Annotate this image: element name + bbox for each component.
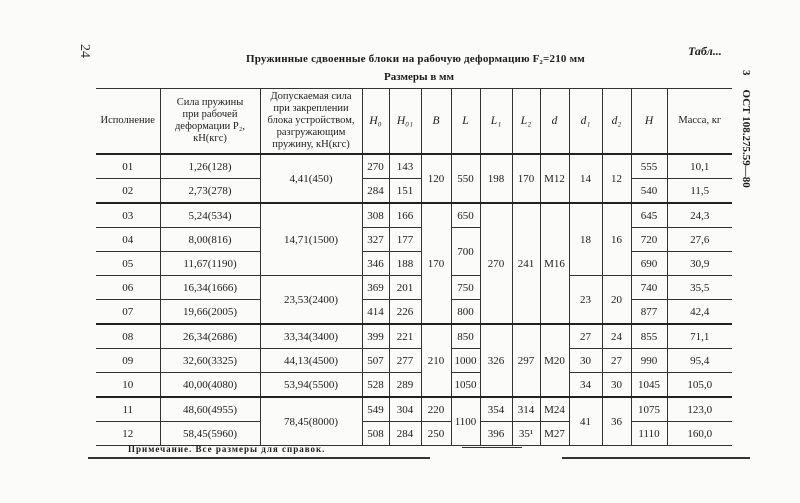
cell-L: 550: [451, 154, 480, 203]
table-label: Табл...: [688, 44, 722, 58]
cell-H: 720: [631, 228, 667, 252]
cell-H01: 177: [389, 228, 421, 252]
table-title: Пружинные сдвоенные блоки на рабочую деформацию F₂=210 мм: [246, 53, 585, 65]
cell-isp: 08: [96, 324, 160, 349]
cell-allowed: 14,71(1500): [260, 203, 362, 276]
cell-isp: 04: [96, 228, 160, 252]
cell-H: 877: [631, 300, 667, 325]
cell-H0: 369: [362, 276, 389, 300]
cell-L: 750: [451, 276, 480, 300]
table-row: [96, 300, 732, 325]
page-number: 24: [77, 44, 92, 58]
cell-H: 645: [631, 203, 667, 228]
cell-allowed: 4,41(450): [260, 154, 362, 203]
cell-allowed: 44,13(4500): [260, 349, 362, 373]
cell-isp: 07: [96, 300, 160, 325]
cell-L: 650: [451, 203, 480, 228]
document-code: [740, 70, 752, 188]
cell-d: M16: [540, 203, 569, 324]
spring-blocks-table: [96, 88, 732, 446]
cell-B: 170: [421, 203, 451, 324]
cell-d2: 16: [602, 203, 631, 276]
header-mass: Масса, кг: [667, 89, 732, 155]
header-force-line: деформации P₂,: [174, 121, 246, 132]
header-L2: L₂: [512, 89, 540, 155]
cell-mass: 30,9: [667, 252, 732, 276]
cell-H01: 226: [389, 300, 421, 325]
table-row: [96, 373, 732, 398]
cell-force: 1,26(128): [160, 154, 260, 179]
cell-H01: 201: [389, 276, 421, 300]
header-d: d: [540, 89, 569, 155]
cell-isp: 01: [96, 154, 160, 179]
cell-force: 2,73(278): [160, 179, 260, 204]
table-row: [96, 154, 732, 179]
cell-mass: 95,4: [667, 349, 732, 373]
header-allowed-line: при закреплении: [273, 103, 349, 114]
table-row: [96, 324, 732, 349]
cell-d: M12: [540, 154, 569, 203]
bottom-rule-mid: [462, 447, 522, 448]
cell-H: 990: [631, 349, 667, 373]
cell-H01: 151: [389, 179, 421, 204]
cell-L: 850: [451, 324, 480, 349]
cell-L1: 198: [480, 154, 512, 203]
cell-H0: 308: [362, 203, 389, 228]
cell-L: 800: [451, 300, 480, 325]
cell-H0: 327: [362, 228, 389, 252]
standard-code: ОСТ 108.275.59—80: [740, 89, 752, 188]
cell-d2: 24: [602, 324, 631, 349]
cell-H: 540: [631, 179, 667, 204]
cell-B: 120: [421, 154, 451, 203]
cell-mass: 11,5: [667, 179, 732, 204]
cell-d: M24: [540, 397, 569, 422]
cell-isp: 05: [96, 252, 160, 276]
table-subtitle: Размеры в мм: [384, 71, 454, 83]
cell-H0: 528: [362, 373, 389, 398]
cell-allowed: 23,53(2400): [260, 276, 362, 325]
cell-L: 1000: [451, 349, 480, 373]
header-allowed-line: Допускаемая сила: [270, 91, 352, 102]
cell-H01: 221: [389, 324, 421, 349]
header-H: H: [631, 89, 667, 155]
cell-force: 11,67(1190): [160, 252, 260, 276]
cell-d2: 12: [602, 154, 631, 203]
cell-L2: 241: [512, 203, 540, 324]
cell-d1: 30: [569, 349, 602, 373]
cell-force: 48,60(4955): [160, 397, 260, 422]
cell-d2: 27: [602, 349, 631, 373]
cell-mass: 27,6: [667, 228, 732, 252]
cell-L2: 35¹: [512, 422, 540, 446]
cell-H: 1110: [631, 422, 667, 446]
cell-d1: 34: [569, 373, 602, 398]
header-allowed-line: разгружающим: [276, 127, 346, 138]
sheet-number: 3: [740, 70, 752, 76]
cell-isp: 10: [96, 373, 160, 398]
cell-H01: 143: [389, 154, 421, 179]
cell-allowed: 53,94(5500): [260, 373, 362, 398]
cell-force: 5,24(534): [160, 203, 260, 228]
cell-d1: 41: [569, 397, 602, 446]
cell-H0: 346: [362, 252, 389, 276]
table-row: [96, 397, 732, 422]
header-H0: H₀: [362, 89, 389, 155]
header-force-line: при рабочей: [182, 109, 238, 120]
cell-L1: 326: [480, 324, 512, 397]
cell-isp: 06: [96, 276, 160, 300]
header-H01: H₀₁: [389, 89, 421, 155]
header-isp: Исполнение: [96, 89, 160, 155]
cell-d1: 27: [569, 324, 602, 349]
cell-force: 32,60(3325): [160, 349, 260, 373]
cell-H: 740: [631, 276, 667, 300]
cell-H01: 304: [389, 397, 421, 422]
cell-force: 58,45(5960): [160, 422, 260, 446]
table-row: [96, 349, 732, 373]
cell-L1: 270: [480, 203, 512, 324]
cell-H: 555: [631, 154, 667, 179]
cell-isp: 12: [96, 422, 160, 446]
cell-H01: 188: [389, 252, 421, 276]
cell-mass: 35,5: [667, 276, 732, 300]
header-force: [160, 89, 260, 155]
cell-H0: 507: [362, 349, 389, 373]
table-note: Примечание. Все размеры для справок.: [128, 444, 326, 454]
cell-d2: 20: [602, 276, 631, 325]
cell-L: 1050: [451, 373, 480, 398]
cell-H0: 549: [362, 397, 389, 422]
cell-H0: 270: [362, 154, 389, 179]
table-row: [96, 252, 732, 276]
cell-H0: 414: [362, 300, 389, 325]
header-allowed: [260, 89, 362, 155]
header-d1: d₁: [569, 89, 602, 155]
cell-mass: 105,0: [667, 373, 732, 398]
header-force-line: кН(кгс): [193, 133, 227, 144]
cell-H01: 284: [389, 422, 421, 446]
header-allowed-line: пружину, кН(кгс): [272, 139, 350, 150]
header-d2: d₂: [602, 89, 631, 155]
cell-L: 700: [451, 228, 480, 276]
cell-H: 1075: [631, 397, 667, 422]
cell-force: 40,00(4080): [160, 373, 260, 398]
cell-d1: 14: [569, 154, 602, 203]
cell-L1: 354: [480, 397, 512, 422]
header-L: L: [451, 89, 480, 155]
cell-force: 8,00(816): [160, 228, 260, 252]
cell-d2: 30: [602, 373, 631, 398]
cell-mass: 42,4: [667, 300, 732, 325]
cell-H01: 277: [389, 349, 421, 373]
cell-L2: 297: [512, 324, 540, 397]
cell-L2: 314: [512, 397, 540, 422]
header-L1: L₁: [480, 89, 512, 155]
cell-allowed: 33,34(3400): [260, 324, 362, 349]
cell-H01: 166: [389, 203, 421, 228]
header-B: B: [421, 89, 451, 155]
cell-d2: 36: [602, 397, 631, 446]
cell-d1: 18: [569, 203, 602, 276]
cell-d: M27: [540, 422, 569, 446]
cell-H01: 289: [389, 373, 421, 398]
bottom-rule-left: [88, 457, 430, 459]
table-row: [96, 228, 732, 252]
cell-isp: 02: [96, 179, 160, 204]
header-row: [96, 89, 732, 155]
bottom-rule-right: [562, 457, 750, 459]
header-allowed-line: блока устройством,: [267, 115, 355, 126]
header-force-line: Сила пружины: [176, 97, 244, 108]
cell-H: 1045: [631, 373, 667, 398]
cell-B: 250: [421, 422, 451, 446]
cell-d1: 23: [569, 276, 602, 325]
cell-L2: 170: [512, 154, 540, 203]
cell-allowed: 78,45(8000): [260, 397, 362, 446]
table-row: [96, 422, 732, 446]
cell-isp: 11: [96, 397, 160, 422]
table-row: [96, 276, 732, 300]
cell-H: 690: [631, 252, 667, 276]
cell-L1: 396: [480, 422, 512, 446]
table-row: [96, 179, 732, 204]
cell-d: M20: [540, 324, 569, 397]
cell-L: 1100: [451, 397, 480, 446]
cell-B: 220: [421, 397, 451, 422]
cell-force: 16,34(1666): [160, 276, 260, 300]
cell-mass: 10,1: [667, 154, 732, 179]
cell-mass: 71,1: [667, 324, 732, 349]
cell-isp: 09: [96, 349, 160, 373]
cell-force: 26,34(2686): [160, 324, 260, 349]
cell-B: 210: [421, 324, 451, 397]
cell-force: 19,66(2005): [160, 300, 260, 325]
cell-mass: 160,0: [667, 422, 732, 446]
cell-H0: 284: [362, 179, 389, 204]
cell-H0: 399: [362, 324, 389, 349]
cell-isp: 03: [96, 203, 160, 228]
cell-H0: 508: [362, 422, 389, 446]
cell-mass: 24,3: [667, 203, 732, 228]
table-row: [96, 203, 732, 228]
cell-mass: 123,0: [667, 397, 732, 422]
cell-H: 855: [631, 324, 667, 349]
